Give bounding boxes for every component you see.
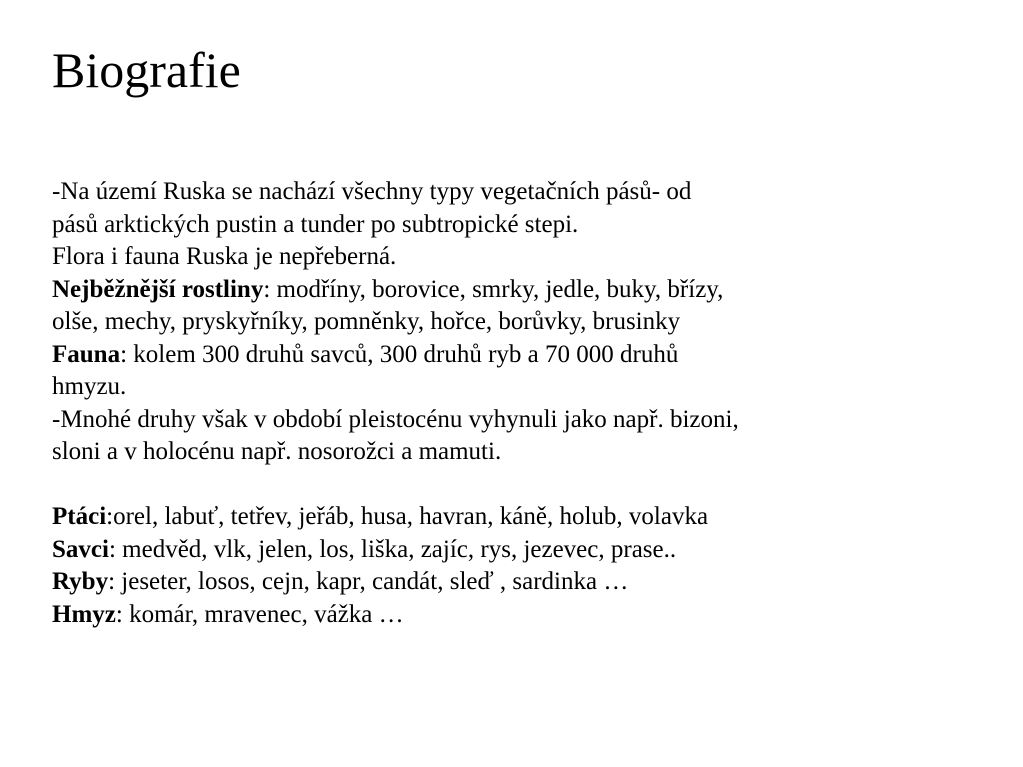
birds-term: Ptáci xyxy=(52,503,107,530)
fauna-line-1 xyxy=(52,339,932,372)
slide-title: Biografie xyxy=(52,42,241,98)
plants-line-1 xyxy=(52,274,932,307)
intro-line-2: pásů arktických pustin a tunder po subtropické stepi. xyxy=(52,210,579,238)
slide-body xyxy=(52,176,932,631)
fish-text: : jeseter, losos, cejn, kapr, candát, sleď , sardinka … xyxy=(108,568,629,595)
extinct-line-1: -Mnohé druhy však v období pleistocénu vyhynuli jako např. bizoni, xyxy=(52,405,739,433)
extinct-line-2: sloni a v holocénu např. nosorožci a mamuti. xyxy=(52,438,502,465)
plants-text-1: : modříny, borovice, smrky, jedle, buky, břízy, xyxy=(263,275,724,303)
intro-line-3: Flora i fauna Ruska je nepřeberná. xyxy=(52,243,397,270)
fish-line xyxy=(52,566,932,599)
insects-term: Hmyz xyxy=(52,600,116,628)
insects-line xyxy=(52,599,932,632)
paragraph-gap xyxy=(52,469,932,502)
fauna-term: Fauna xyxy=(52,340,121,368)
fauna-text-1: : kolem 300 druhů savců, 300 druhů ryb a 70 000 druhů xyxy=(120,340,679,368)
mammals-term: Savci xyxy=(52,535,109,563)
fish-term: Ryby xyxy=(52,568,109,595)
insects-text: : komár, mravenec, vážka … xyxy=(115,600,404,628)
birds-text: :orel, labuť, tetřev, jeřáb, husa, havran, káně, holub, volavka xyxy=(106,503,709,530)
plants-line-2: olše, mechy, pryskyřníky, pomněnky, hořce, borůvky, brusinky xyxy=(52,308,681,335)
fauna-line-2: hmyzu. xyxy=(52,373,127,400)
mammals-line xyxy=(52,534,932,567)
intro-line-1: -Na území Ruska se nachází všechny typy vegetačních pásů- od xyxy=(52,178,692,205)
birds-line xyxy=(52,501,932,534)
mammals-text: : medvěd, vlk, jelen, los, liška, zajíc, rys, jezevec, prase.. xyxy=(108,535,677,563)
plants-term: Nejběžnější rostliny xyxy=(52,275,264,303)
